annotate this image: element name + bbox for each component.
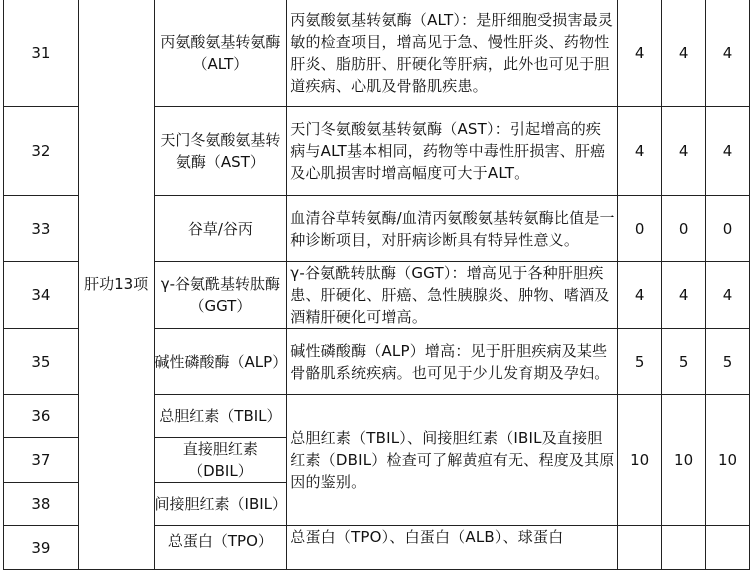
row-number: 33 <box>4 196 79 262</box>
item-description-text: 碱性磷酸酶（ALP）增高：见于肝胆疾病及某些骨骼肌系统疾病。也可见于少儿发育期及孕妇。 <box>290 341 610 382</box>
value-col-1 <box>618 526 662 570</box>
value-col-1: 0 <box>618 196 662 262</box>
table-row <box>4 0 750 107</box>
item-name-text: γ-谷氨酰基转肽酶（GGT） <box>160 275 281 315</box>
item-description-text: 天门冬氨酸氨基转氨酶（AST）：引起增高的疾病与ALT基本相同，药物等中毒性肝损害、肝癌及心肌损害时增高幅度可大于ALT。 <box>290 120 606 182</box>
value-col-1: 5 <box>618 329 662 395</box>
item-description <box>287 107 618 196</box>
value-col-2: 4 <box>662 0 706 107</box>
item-description-text: γ-谷氨酰转肽酶（GGT）：增高见于各种肝胆疾患、肝硬化、肝癌、急性胰腺炎、肿物、嗜酒及酒精肝硬化可增高。 <box>290 264 610 326</box>
item-name-text: 直接胆红素（DBIL） <box>182 440 258 480</box>
value-col-1: 10 <box>618 395 662 526</box>
row-number: 35 <box>4 329 79 395</box>
value-col-2: 4 <box>662 262 706 329</box>
item-name <box>154 0 287 107</box>
value-col-3: 4 <box>706 0 750 107</box>
value-col-2: 0 <box>662 196 706 262</box>
row-number: 37 <box>4 438 79 483</box>
item-name <box>154 262 287 329</box>
item-name-text: 天门冬氨酸氨基转氨酶（AST） <box>160 131 281 171</box>
value-col-1: 4 <box>618 262 662 329</box>
item-name-text: 间接胆红素（IBIL） <box>154 495 288 513</box>
item-description <box>287 329 618 395</box>
item-name-text: 丙氨酸氨基转氨酶（ALT） <box>160 32 281 73</box>
item-description-text: 丙氨酸氨基转氨酶（ALT）：是肝细胞受损害最灵敏的检查项目，增高见于急、慢性肝炎、药物性肝炎、脂肪肝、肝硬化等肝病，此外也可见于胆道疾病、心肌及骨骼肌疾患。 <box>290 10 614 95</box>
item-description <box>287 196 618 262</box>
item-name <box>154 107 287 196</box>
item-name <box>154 526 287 570</box>
item-description-text: 血清谷草转氨酶/血清丙氨酸氨基转氨酶比值是一种诊断项目，对肝病诊断具有特异性意义。 <box>290 208 615 249</box>
item-description <box>287 395 618 526</box>
value-col-3 <box>706 526 750 570</box>
value-col-2: 4 <box>662 107 706 196</box>
row-number: 36 <box>4 395 79 438</box>
value-col-1: 4 <box>618 0 662 107</box>
item-name <box>154 196 287 262</box>
item-description-text: 总胆红素（TBIL）、间接胆红素（IBIL及直接胆红素（DBIL）检查可了解黄疸有无、程度及其原因的鉴别。 <box>290 429 615 491</box>
value-col-2 <box>662 526 706 570</box>
value-col-3: 4 <box>706 107 750 196</box>
value-col-3: 5 <box>706 329 750 395</box>
item-name-text: 碱性磷酸酶（ALP） <box>154 352 288 371</box>
item-name <box>154 395 287 438</box>
value-col-3: 0 <box>706 196 750 262</box>
value-col-1: 4 <box>618 107 662 196</box>
value-col-3: 10 <box>706 395 750 526</box>
item-name <box>154 438 287 483</box>
item-description <box>287 262 618 329</box>
row-number: 31 <box>4 0 79 107</box>
item-name-text: 谷草/谷丙 <box>187 219 253 238</box>
item-description <box>287 0 618 107</box>
value-col-2: 5 <box>662 329 706 395</box>
item-name <box>154 329 287 395</box>
row-number: 34 <box>4 262 79 329</box>
item-description <box>287 526 618 570</box>
row-number: 32 <box>4 107 79 196</box>
row-number: 38 <box>4 483 79 526</box>
row-number: 39 <box>4 526 79 570</box>
liver-function-table <box>3 0 750 570</box>
group-label: 肝功13项 <box>78 0 154 570</box>
item-name <box>154 483 287 526</box>
item-name-text: 总胆红素（TBIL） <box>159 407 282 425</box>
value-col-3: 4 <box>706 262 750 329</box>
item-description-text: 总蛋白（TPO）、白蛋白（ALB）、球蛋白 <box>290 528 564 546</box>
value-col-2: 10 <box>662 395 706 526</box>
item-name-text: 总蛋白（TPO） <box>167 532 273 550</box>
